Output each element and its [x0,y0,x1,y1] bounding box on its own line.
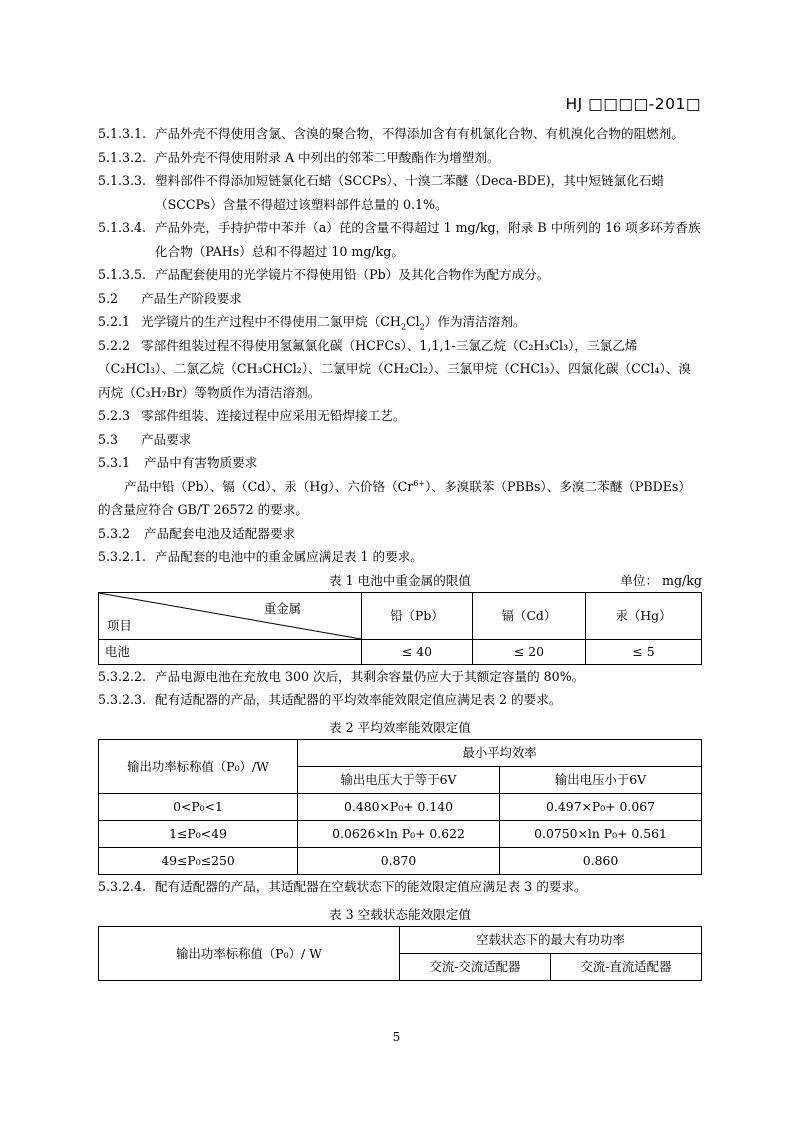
section-5-3 [98,428,702,452]
section-title: 产品要求 [141,431,192,447]
clause-number: 5.1.3.1. [98,126,147,141]
clause-text: 产品电源电池在充放电 300 次后，其剩余容量仍应大于其额定容量的 80%。 [155,668,585,684]
clause-number: 5.3.2.2. [98,668,147,684]
table1-diagonal-header [99,593,362,640]
clause-number: 5.1.3.5. [98,267,147,282]
section-title: 产品配套电池及适配器要求 [144,525,296,541]
clause-text: 零部件组装过程不得使用氢氟氯化碳（HCFCs）、1,1,1-三氯乙烷（C₂H₃Cl₃），三氯乙烯（C₂HCl₃）、二氯乙烷（CH₃CHCl₂）、二氯甲烷（CH₂Cl₂）、三氯甲烷（CHCl₃）、四氯化碳（CCl₄）、溴丙烷（C₃H₇Br）等物质作为清洁溶剂。 [98,337,691,400]
section-number: 5.3.1 [98,455,131,470]
table2-caption: 表 2 平均效率能效限定值 [329,719,471,735]
table-row [99,794,702,821]
section-5-3-2 [98,522,702,546]
clause-number: 5.2.2 [98,337,131,353]
clause-5-3-2-4 [98,875,702,899]
table1-col-header: 铅（Pb） [362,593,473,640]
clause-number: 5.2.3 [98,408,131,423]
table-cell: ≤ 5 [586,640,702,665]
table1-col-header: 镉（Cd） [472,593,585,640]
table1-unit: 单位： mg/kg [620,572,702,588]
table-cell: 1≤P₀<49 [99,821,298,848]
table-cell: 0<P₀<1 [99,794,298,821]
clause-5-2-3 [98,404,702,428]
table-row [99,821,702,848]
table2-group-header: 最小平均效率 [298,740,702,767]
table2 [98,739,702,875]
clause-text: 零部件组装、连接过程中应采用无铅焊接工艺。 [141,408,406,423]
section-number: 5.3 [98,431,119,447]
clause-number: 5.2.1 [98,314,131,329]
clause-5-1-3-2 [98,146,702,170]
clause-5-2-1 [98,310,702,334]
table-cell: 0.0626×ln P₀+ 0.622 [298,821,500,848]
table-row [99,848,702,875]
clause-text: 配有适配器的产品，其适配器在空载状态下的能效限定值应满足表 3 的要求。 [155,879,587,894]
table3-sub-header: 交流-交流适配器 [400,954,551,981]
clause-number: 5.1.3.4. [98,220,147,235]
section-number: 5.2 [98,290,119,306]
hazardous-substance-paragraph: 产品中铅（Pb）、镉（Cd）、汞（Hg）、六价铬$(Cr^{6+})$、多溴联苯（PBBs）、多溴二苯醚（PBDEs）的含量应符合 GB/T 26572 的要求。 [98,478,691,517]
clause-5-3-2-2 [98,665,702,689]
section-5-2 [98,287,702,311]
clause-text: 产品外壳不得使用含氯、含溴的聚合物，不得添加含有有机氯化合物、有机溴化合物的阻燃剂。 [155,126,684,141]
table3 [98,926,702,981]
table1-caption: 表 1 电池中重金属的限值 [329,572,471,588]
table-cell: 49≤P₀≤250 [99,848,298,875]
clause-text: 光学镜片的生产过程中不得使用二氯甲烷$(CH_2Cl_2)$作为清洁溶剂。 [141,314,526,332]
table-cell: 0.0750×ln P₀+ 0.561 [500,821,702,848]
clause-5-1-3-1 [98,122,702,146]
clause-number: 5.3.2.4. [98,879,147,894]
page-number: 5 [392,1030,401,1044]
clause-5-2-2 [98,334,702,405]
section-5-3-1 [98,451,702,475]
table1-caption-row [98,569,702,593]
table1 [98,592,702,665]
table3-sub-header: 交流-直流适配器 [551,954,702,981]
table-cell: 0.480×P₀+ 0.140 [298,794,500,821]
clause-text: 产品配套的电池中的重金属应满足表 1 的要求。 [155,549,423,564]
table2-sub-header: 输出电压大于等于6V [298,767,500,794]
document-code: HJ □□□□-201□ [565,95,701,113]
clause-5-1-3-5 [98,263,702,287]
clause-text: 产品配套使用的光学镜片不得使用铅（Pb）及其化合物作为配方成分。 [155,267,550,282]
clause-number: 5.1.3.2. [98,149,147,165]
table1-row-label: 电池 [99,640,362,665]
table1-diag-top: 重金属 [263,601,301,616]
clause-number: 5.3.2.3. [98,692,147,707]
section-number: 5.3.2 [98,525,131,541]
clause-text: 产品外壳不得使用附录 A 中列出的邻苯二甲酸酯作为增塑剂。 [155,149,500,165]
clause-5-3-2-3 [98,688,702,712]
table2-sub-header: 输出电压小于6V [500,767,702,794]
clause-text: 产品外壳，手持护带中苯并（a）芘的含量不得超过 1 mg/kg，附录 B 中所列的 16 项多环芳香族化合物（PAHs）总和不得超过 10 mg/kg。 [155,220,701,259]
diagonal-line [99,593,361,639]
clause-number: 5.1.3.3. [98,173,147,188]
table1-col-header: 汞（Hg） [586,593,702,640]
table3-caption: 表 3 空载状态能效限定值 [329,906,471,922]
table-cell: 0.870 [298,848,500,875]
table-cell: ≤ 20 [472,640,585,665]
section-title: 产品生产阶段要求 [141,290,242,306]
table1-diag-bottom: 项目 [107,617,132,633]
clause-text: 配有适配器的产品，其适配器的平均效率能效限定值应满足表 2 的要求。 [155,692,562,707]
table-cell: ≤ 40 [362,640,473,665]
table-row [99,640,702,665]
table3-col1-header: 输出功率标称值（P₀）/ W [99,927,400,981]
page-content [98,122,702,981]
table-cell: 0.497×P₀+ 0.067 [500,794,702,821]
clause-number: 5.3.2.1. [98,549,147,564]
clause-text: 塑料部件不得添加短链氯化石蜡（SCCPs）、十溴二苯醚（Deca-BDE)，其中短链氯化石蜡（SCCPs）含量不得超过该塑料部件总量的 0.1%。 [155,173,665,212]
section-title: 产品中有害物质要求 [144,455,258,470]
table2-col1-header: 输出功率标称值（P₀）/W [99,740,298,794]
clause-5-1-3-4 [98,216,702,263]
table3-group-header: 空载状态下的最大有功功率 [400,927,702,954]
clause-5-1-3-3 [98,169,702,216]
clause-5-3-2-1 [98,545,702,569]
table-cell: 0.860 [500,848,702,875]
